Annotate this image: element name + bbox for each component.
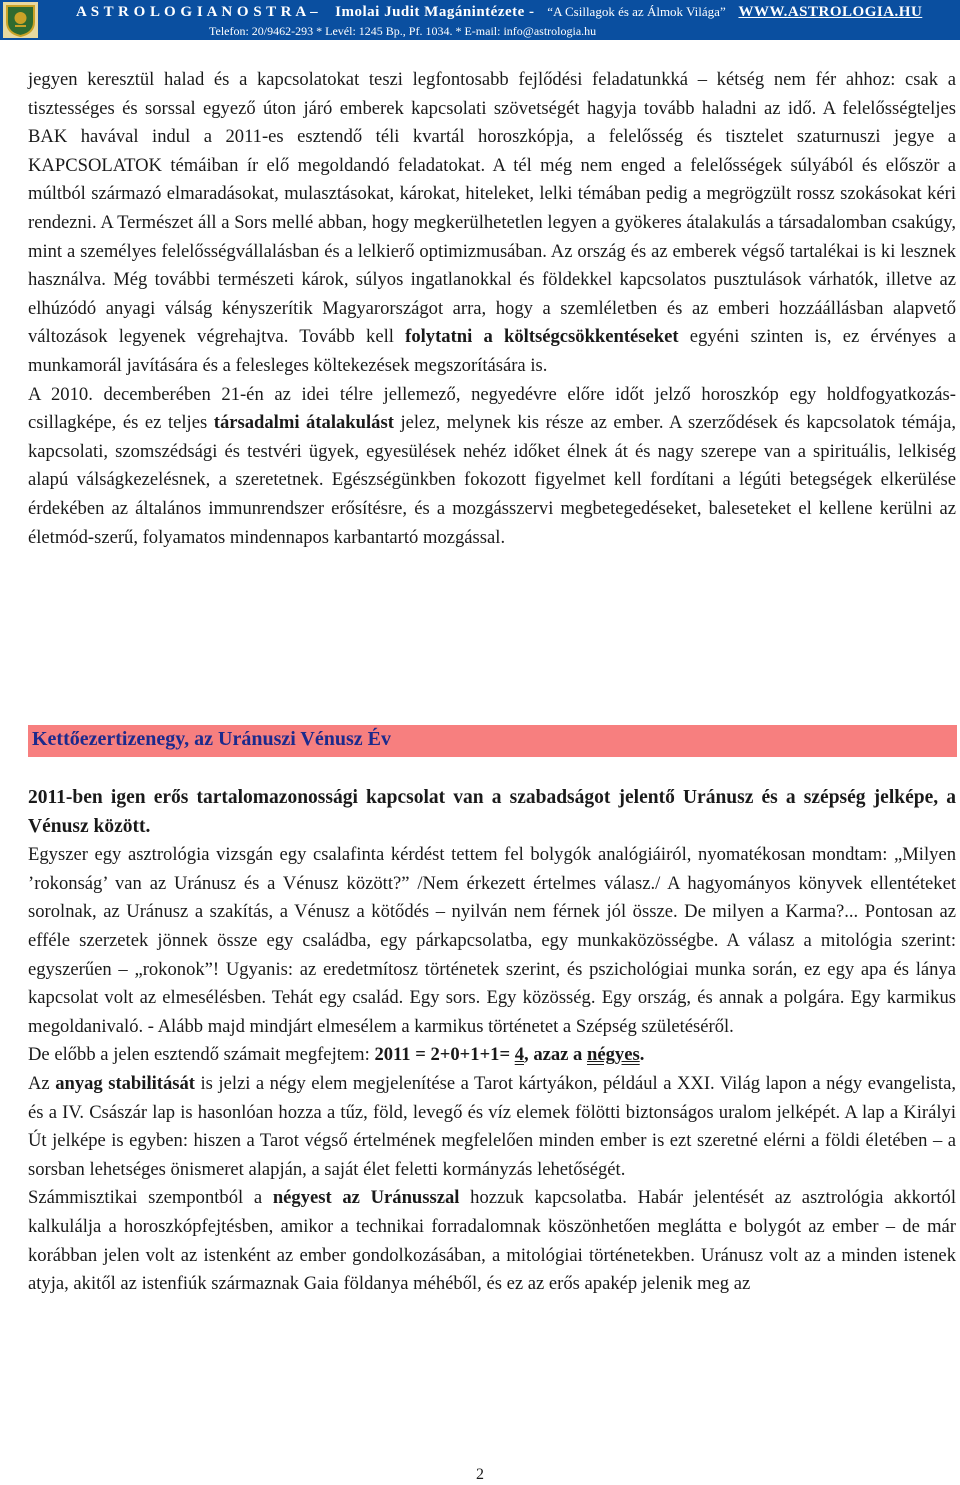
emphasis-text: négyest az Uránusszal [272, 1187, 460, 1209]
astrology-emblem-icon [3, 2, 38, 38]
paragraph [28, 381, 956, 553]
paragraph-text: Számmisztikai szempontból a [28, 1187, 263, 1209]
header-title-line [76, 4, 922, 21]
paragraph-text: jelez, melynek kis része az ember. A szerződések és kapcsolatok témája, kapcsolati, szomszédsági és testvéri ügyek, egyesülések nehéz időket élnek át és nagy szerepe van a spirituális, lelkiség alapú válságkezelésnek, a szeretetnek. Egészségünkben fokozott figyelmet kell fordítani a légúti betegségek elkerülése érdekében az általános immunrendszer erősítésre, és a mozgásszervi megbetegedéseket, baleseteket el kellene kerülni az életmód-szerű, folyamatos mindennapos karbantartó mozgással. [28, 412, 956, 548]
section-heading: Kettőezertizenegy, az Uránuszi Vénusz Év [32, 728, 391, 750]
paragraph-text: Az [28, 1072, 50, 1094]
emphasis-number: 4 [514, 1044, 525, 1066]
emphasis-text: folytatni a költségcsökkentéseket [405, 326, 679, 348]
paragraph-text: hozzuk kapcsolatba. Habár jelentését az asztrológia akkortól kalkulálja a horoszkópfejtésben, amikor a technikai forradalomnak köszönhetően meglátta e bolygót az ember – de már korábban jelen volt az istenként az ember gondolkozásában, a mitológiai történetekben. Uránusz volt az a minden istenek atyja, akitől az istenfiúk származnak Gaia földanya méhéből, és ez az erős apakép jelenik meg az [28, 1187, 957, 1295]
sub-heading: 2011-ben igen erős tartalomazonossági kapcsolat van a szabadságot jelentő Uránusz és a szépség jelképe, a Vénusz között. [28, 787, 956, 837]
emphasis-text: anyag stabilitását [55, 1072, 195, 1094]
emphasis-text: . [639, 1044, 645, 1066]
paragraph-text: A 2010. decemberében 21-én az idei télre jellemező, negyedévre előre időt jelző horoszkóp egy holdfogyatkozás-csillagképe, és ez teljes [28, 383, 956, 434]
section-heading-bar [28, 725, 957, 757]
paragraph-text: is jelzi a négy elem megjelenítése a Tarot kártyákon, például a XXI. Világ lapon a négy evangelista, és a IV. Császár lap is hasonlóan hozza a tűz, föld, levegő és víz elemek fölötti biztonságos uralom jelképét. A lap a Királyi Út jelképe is egyben: hiszen a Tarot végső értelmének megfelelően minden ember is ezt szeretné elérni a földi életében – a sorsban lehetséges önismeret alapján, a saját élet feletti kormányzás lehetőségét. [28, 1072, 956, 1180]
header-contact: Telefon: 20/9462-293 * Levél: 1245 Bp., Pf. 1034. * E-mail: info@astrologia.hu [209, 24, 597, 38]
paragraph [28, 1070, 956, 1184]
paragraph-text: De előbb a jelen esztendő számait megfejtem: [28, 1044, 370, 1066]
article-body-top [28, 66, 956, 552]
paragraph [28, 1041, 956, 1070]
header-subtitle: Imolai Judit Magánintézete - [335, 4, 535, 20]
emphasis-text: 2011 = 2+0+1+1= [374, 1044, 511, 1066]
emphasis-word: négyes [587, 1044, 640, 1066]
paragraph [28, 66, 956, 381]
article-body-bottom [28, 784, 956, 1299]
paragraph: Egyszer egy asztrológia vizsgán egy csalafinta kérdést tettem fel bolygók analógiáiról, nyomatékosan mondtam: „Milyen ’rokonság’ van az Uránusz és a Vénusz között?” /Nem érkezett értelmes válasz./ A hagyományos könyvek ellentéteket sorolnak, az Uránusz a szakítás, a Vénusz a kötődés – nyilván nem férnek jól össze. De milyen a Karma?... Pontosan az efféle szerzetek jönnek össze egy családba, egy párkapcsolatba, egy munkaközösségbe. A válasz a mitológia szerint: egyszerűen – „rokonok”! Ugyanis: az eredetmítosz történetek szerint, és pszichológiai munka során, ez egy apa és lánya kapcsolat volt az elmesélésben. Tehát egy család. Egy sors. Egy közösség. Egy ország, és annak a polgára. Egy karmikus megoldanivaló. - Alább majd mindjárt elmesélem a karmikus történetet a Szépség születéséről. [28, 844, 956, 1037]
paragraph-text: egyéni szinten is, ez érvényes a munkamorál javítására és a felesleges költekezések megszorítására is. [28, 326, 956, 376]
header-website-link[interactable]: WWW.ASTROLOGIA.HU [738, 4, 923, 20]
emphasis-text: , azaz a [524, 1044, 583, 1066]
page-header [0, 0, 960, 40]
paragraph-text: jegyen keresztül halad és a kapcsolatokat teszi legfontosabb fejlődési feladatunkká – kétség nem fér ahhoz: csak a tisztességes és sorssal egyező úton járó emberek kapcsolati szövetségét hagyja tovább haladni az idő. A felelősségteljes BAK havával indul a 2011-es esztendő téli kvartál horoszkópja, a felelősség és tisztelet szaturnuszi jegye a KAPCSOLATOK témáiban ír elő megoldandó feladatokat. A tél még nem enged a felelősségek súlyából és először a múltból származó elmaradásokat, mulasztásokat, károkat, hiteleket, lelki témában pedig a megrögzült rossz szokásokat kéri rendezni. A Természet áll a Sors mellé abban, hogy megkerülhetetlen legyen a gyökeres átalakulás a társadalomban csakúgy, mint a személyes felelősségvállalásban és a lelkierő optimizmusában. Az ország és az emberek végső tartalékai is ki lesznek használva. Még további természeti károk, súlyos ingatlanokkal és földekkel kapcsolatos pusztulások várhatók, illetve az elhúzódó anyagi válság kényszerítik Magyarországot arra, hogy a szemléletben és az emberi hozzáállásban alapvető változások legyenek végrehajtva. Tovább kell [28, 69, 956, 348]
header-title: A S T R O L O G I A N O S T R A – [76, 4, 319, 20]
paragraph [28, 1184, 956, 1298]
emphasis-text: társadalmi átalakulást [213, 412, 394, 434]
header-quote: “A Csillagok és az Álmok Világa” [547, 4, 726, 19]
page-number: 2 [476, 1466, 484, 1483]
